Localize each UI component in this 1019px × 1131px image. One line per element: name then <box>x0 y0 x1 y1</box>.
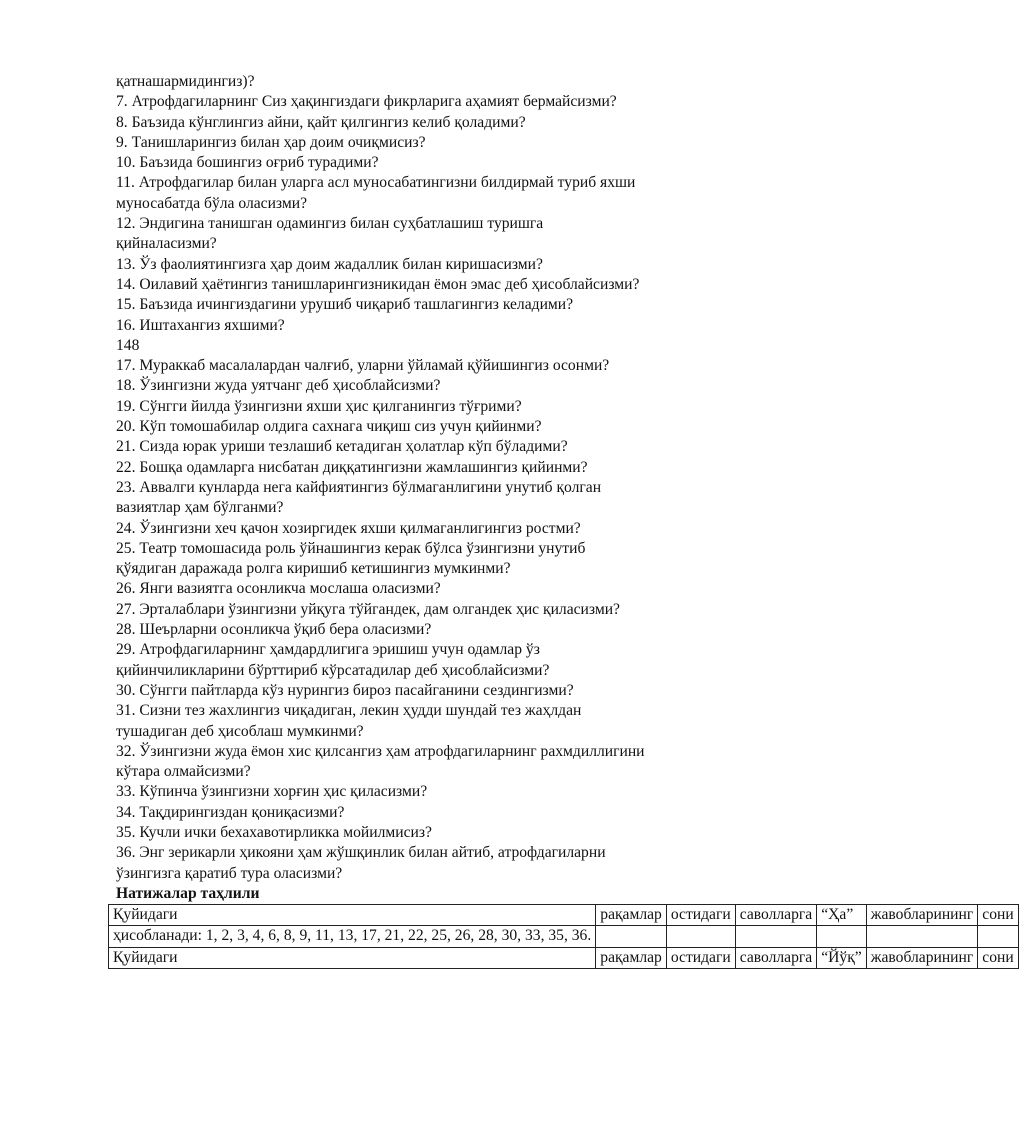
question-line: 9. Танишларингиз билан ҳар доим очиқмисиз? <box>116 133 426 151</box>
question-line: муносабатда бўла оласизми? <box>116 194 308 212</box>
question-line: 29. Атрофдагиларнинг ҳамдардлигига эришиш учун одамлар ўз <box>116 641 540 659</box>
question-line: қийинчиликларини бўрттириб кўрсатадилар деб ҳисоблайсизми? <box>116 661 550 679</box>
question-line: 35. Кучли ички бехахавотирликка мойилмисиз? <box>116 823 432 841</box>
table-row <box>109 947 1019 968</box>
question-line: кўтара олмайсизми? <box>116 763 251 781</box>
question-line: 30. Сўнгги пайтларда кўз нурингиз бироз пасайганини сездингизми? <box>116 681 574 699</box>
table-row <box>109 926 1019 947</box>
table-cell-empty <box>866 926 978 947</box>
question-line: 17. Мураккаб масалалардан чалғиб, уларни ўйламай қўйишингиз осонми? <box>116 357 610 375</box>
table-cell: “Ҳа” <box>817 905 866 926</box>
results-table <box>108 904 1019 969</box>
question-line: 7. Атрофдагиларнинг Сиз ҳақингиздаги фикрларига аҳамият бермайсизми? <box>116 93 617 111</box>
table-cell-empty <box>817 926 866 947</box>
table-cell: “Йўқ” <box>817 947 866 968</box>
question-line: 23. Аввалги кунларда нега кайфиятингиз бўлмаганлигини унутиб қолган <box>116 478 602 496</box>
table-cell: сони <box>978 905 1018 926</box>
question-line: 22. Бошқа одамларга нисбатан диққатингизни жамлашингиз қийинми? <box>116 458 588 476</box>
table-cell-empty <box>666 926 735 947</box>
question-line: 8. Баъзида кўнглингиз айни, қайт қилгингиз келиб қоладими? <box>116 113 526 131</box>
question-line: 14. Оилавий ҳаётингиз танишларингизникидан ёмон эмас деб ҳисоблайсизми? <box>116 275 640 293</box>
table-cell: рақамлар <box>596 947 667 968</box>
question-line: 19. Сўнгги йилда ўзингизни яхши ҳис қилганингиз тўғрими? <box>116 397 522 415</box>
table-cell: остидаги <box>666 905 735 926</box>
table-cell-empty <box>596 926 667 947</box>
question-line: 11. Атрофдагилар билан уларга асл муносабатингизни билдирмай туриб яхши <box>116 174 636 192</box>
document-page <box>113 72 1014 969</box>
table-cell: саволларга <box>735 947 816 968</box>
question-line: 20. Кўп томошабилар олдига сахнага чиқиш сиз учун қийинми? <box>116 418 542 436</box>
question-line: 32. Ўзингизни жуда ёмон хис қилсангиз ҳам атрофдагиларнинг рахмдиллигини <box>116 742 645 760</box>
question-line: 34. Тақдирингиздан қониқасизми? <box>116 803 345 821</box>
table-cell: жавобларининг <box>866 905 978 926</box>
table-cell: Қуйидаги <box>109 905 596 926</box>
question-line: 10. Баъзида бошингиз оғриб турадими? <box>116 154 379 172</box>
question-line: 21. Сизда юрак уриши тезлашиб кетадиган ҳолатлар кўп бўладими? <box>116 438 568 456</box>
text-line: қатнашармидингиз)? <box>116 73 255 90</box>
table-cell-empty <box>978 926 1018 947</box>
question-line: қўядиган даражада ролга киришиб кетишингиз мумкинми? <box>116 560 511 578</box>
question-line: 18. Ўзингизни жуда уятчанг деб ҳисоблайсизми? <box>116 377 441 395</box>
table-row <box>109 905 1019 926</box>
table-cell: остидаги <box>666 947 735 968</box>
table-cell: Қуйидаги <box>109 947 596 968</box>
table-cell: жавобларининг <box>866 947 978 968</box>
question-line: 25. Театр томошасида роль ўйнашингиз керак бўлса ўзингизни унутиб <box>116 539 586 557</box>
table-cell: саволларга <box>735 905 816 926</box>
table-cell: рақамлар <box>596 905 667 926</box>
question-line: 12. Эндигина танишган одамингиз билан суҳбатлашиш туришга <box>116 215 544 233</box>
table-cell: ҳисобланади: 1, 2, 3, 4, 6, 8, 9, 11, 13, 17, 21, 22, 25, 26, 28, 30, 33, 35, 36. <box>109 926 596 947</box>
question-line: вазиятлар ҳам бўлганми? <box>116 499 284 517</box>
section-title: Натижалар таҳлили <box>116 884 260 902</box>
question-line: тушадиган деб ҳисоблаш мумкинми? <box>116 722 364 740</box>
question-line: 26. Янги вазиятга осонликча мослаша оласизми? <box>116 580 441 598</box>
question-line: 36. Энг зерикарли ҳикояни ҳам жўшқинлик билан айтиб, атрофдагиларни <box>116 844 606 862</box>
question-line: 15. Баъзида ичингиздагини урушиб чиқариб ташлагингиз келадими? <box>116 296 574 314</box>
table-cell-empty <box>735 926 816 947</box>
question-line: 13. Ўз фаолиятингизга ҳар доим жадаллик билан киришасизми? <box>116 255 543 273</box>
page-number: 148 <box>116 336 140 354</box>
question-line: қийналасизми? <box>116 235 217 253</box>
question-line: 24. Ўзингизни хеч қачон хозиргидек яхши қилмаганлигингиз ростми? <box>116 519 581 537</box>
question-line: 27. Эрталаблари ўзингизни уйқуга тўйгандек, дам олгандек ҳис қиласизми? <box>116 600 620 618</box>
table-cell: сони <box>978 947 1018 968</box>
question-line: 16. Иштахангиз яхшими? <box>116 316 285 334</box>
question-line: 28. Шеърларни осонликча ўқиб бера оласизми? <box>116 621 432 639</box>
question-line: ўзингизга қаратиб тура оласизми? <box>116 864 343 882</box>
question-line: 31. Сизни тез жахлингиз чиқадиган, лекин ҳудди шундай тез жаҳлдан <box>116 702 582 720</box>
question-line: 33. Кўпинча ўзингизни хорғин ҳис қиласизми? <box>116 783 428 801</box>
